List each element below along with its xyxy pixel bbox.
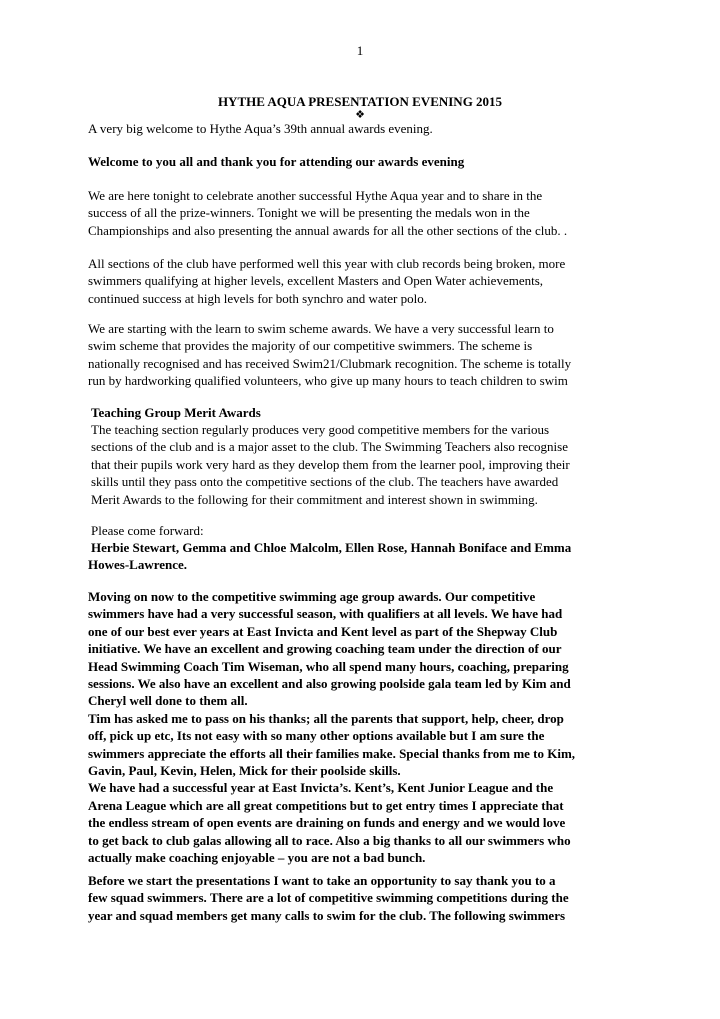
intro-paragraph: A very big welcome to Hythe Aqua’s 39th annual awards evening. [88, 121, 433, 136]
teaching-heading: Teaching Group Merit Awards [91, 405, 261, 420]
come-forward-text: Please come forward: [91, 523, 204, 538]
learn-to-swim-paragraph: We are starting with the learn to swim scheme awards. We have a very successful learn to swim scheme that provides the majority of our competitive swimmers. The scheme is nationally recognised and has received Swim21/Clubmark recognition. The scheme is totally run by hardworking qualified volunteers, who give up many hours to teach children to swim [88, 321, 572, 389]
document-title: HYTHE AQUA PRESENTATION EVENING 2015 [217, 94, 503, 109]
award-names-line2: Howes-Lawrence. [88, 557, 188, 572]
celebrate-paragraph: We are here tonight to celebrate another successful Hythe Aqua year and to share in the success of all the prize-winners. Tonight we will be presenting the medals won in the Championships and also presenting the annual awards for all the other sections of the club. . [88, 188, 568, 238]
welcome-heading: Welcome to you all and thank you for attending our awards evening [88, 154, 465, 169]
sections-paragraph: All sections of the club have performed well this year with club records being broken, more swimmers qualifying at higher levels, excellent Masters and Open Water achievements, continued success at high levels for both synchro and water polo. [88, 256, 566, 306]
competitive-paragraph: Moving on now to the competitive swimming age group awards. Our competitive swimmers have had a very successful season, with qualifiers at all levels. We have had one of our best ever years at East Invicta and Kent level as part of the Shepway Club initiative. We have an excellent and growing coaching team under the direction of our Head Swimming Coach Tim Wiseman, who all spend many hours, coaching, preparing sessions. We also have an excellent and also growing poolside gala team led by Kim and Cheryl well done to them all. Tim has asked me to pass on his thanks; all the parents that support, help, cheer, drop off, pick up etc, Its not easy with so many other options available but I am sure the swimmers appreciate the efforts all their families make. Special thanks from me to Kim, Gavin, Paul, Kevin, Helen, Mick for their poolside skills. We have had a successful year at East Invicta’s. Kent’s, Kent Junior League and the Arena League which are all great competitions but to get entry times I appreciate that the endless stream of open events are draining on funds and energy and we would love to get back to club galas allowing all to race. Also a big thanks to all our swimmers who actually make coaching enjoyable – you are not a bad bunch. [88, 589, 576, 866]
award-names-line1: Herbie Stewart, Gemma and Chloe Malcolm, Ellen Rose, Hannah Boniface and Emma [91, 540, 572, 555]
before-presentations-paragraph: Before we start the presentations I want to take an opportunity to say thank you to a few squad swimmers. There are a lot of competitive swimming competitions during the year and squad members get many calls to swim for the club. The following swimmers [88, 873, 569, 923]
page-number: 1 [356, 43, 364, 58]
diamond-ornament-icon: ❖ [355, 109, 365, 121]
teaching-paragraph: The teaching section regularly produces very good competitive members for the various sections of the club and is a major asset to the club. The Swimming Teachers also recognise that their pupils work very hard as they develop them from the learner pool, improving their skills until they pass onto the competitive sections of the club. The teachers have awarded Merit Awards to the following for their commitment and interest shown in swimming. [91, 422, 570, 507]
